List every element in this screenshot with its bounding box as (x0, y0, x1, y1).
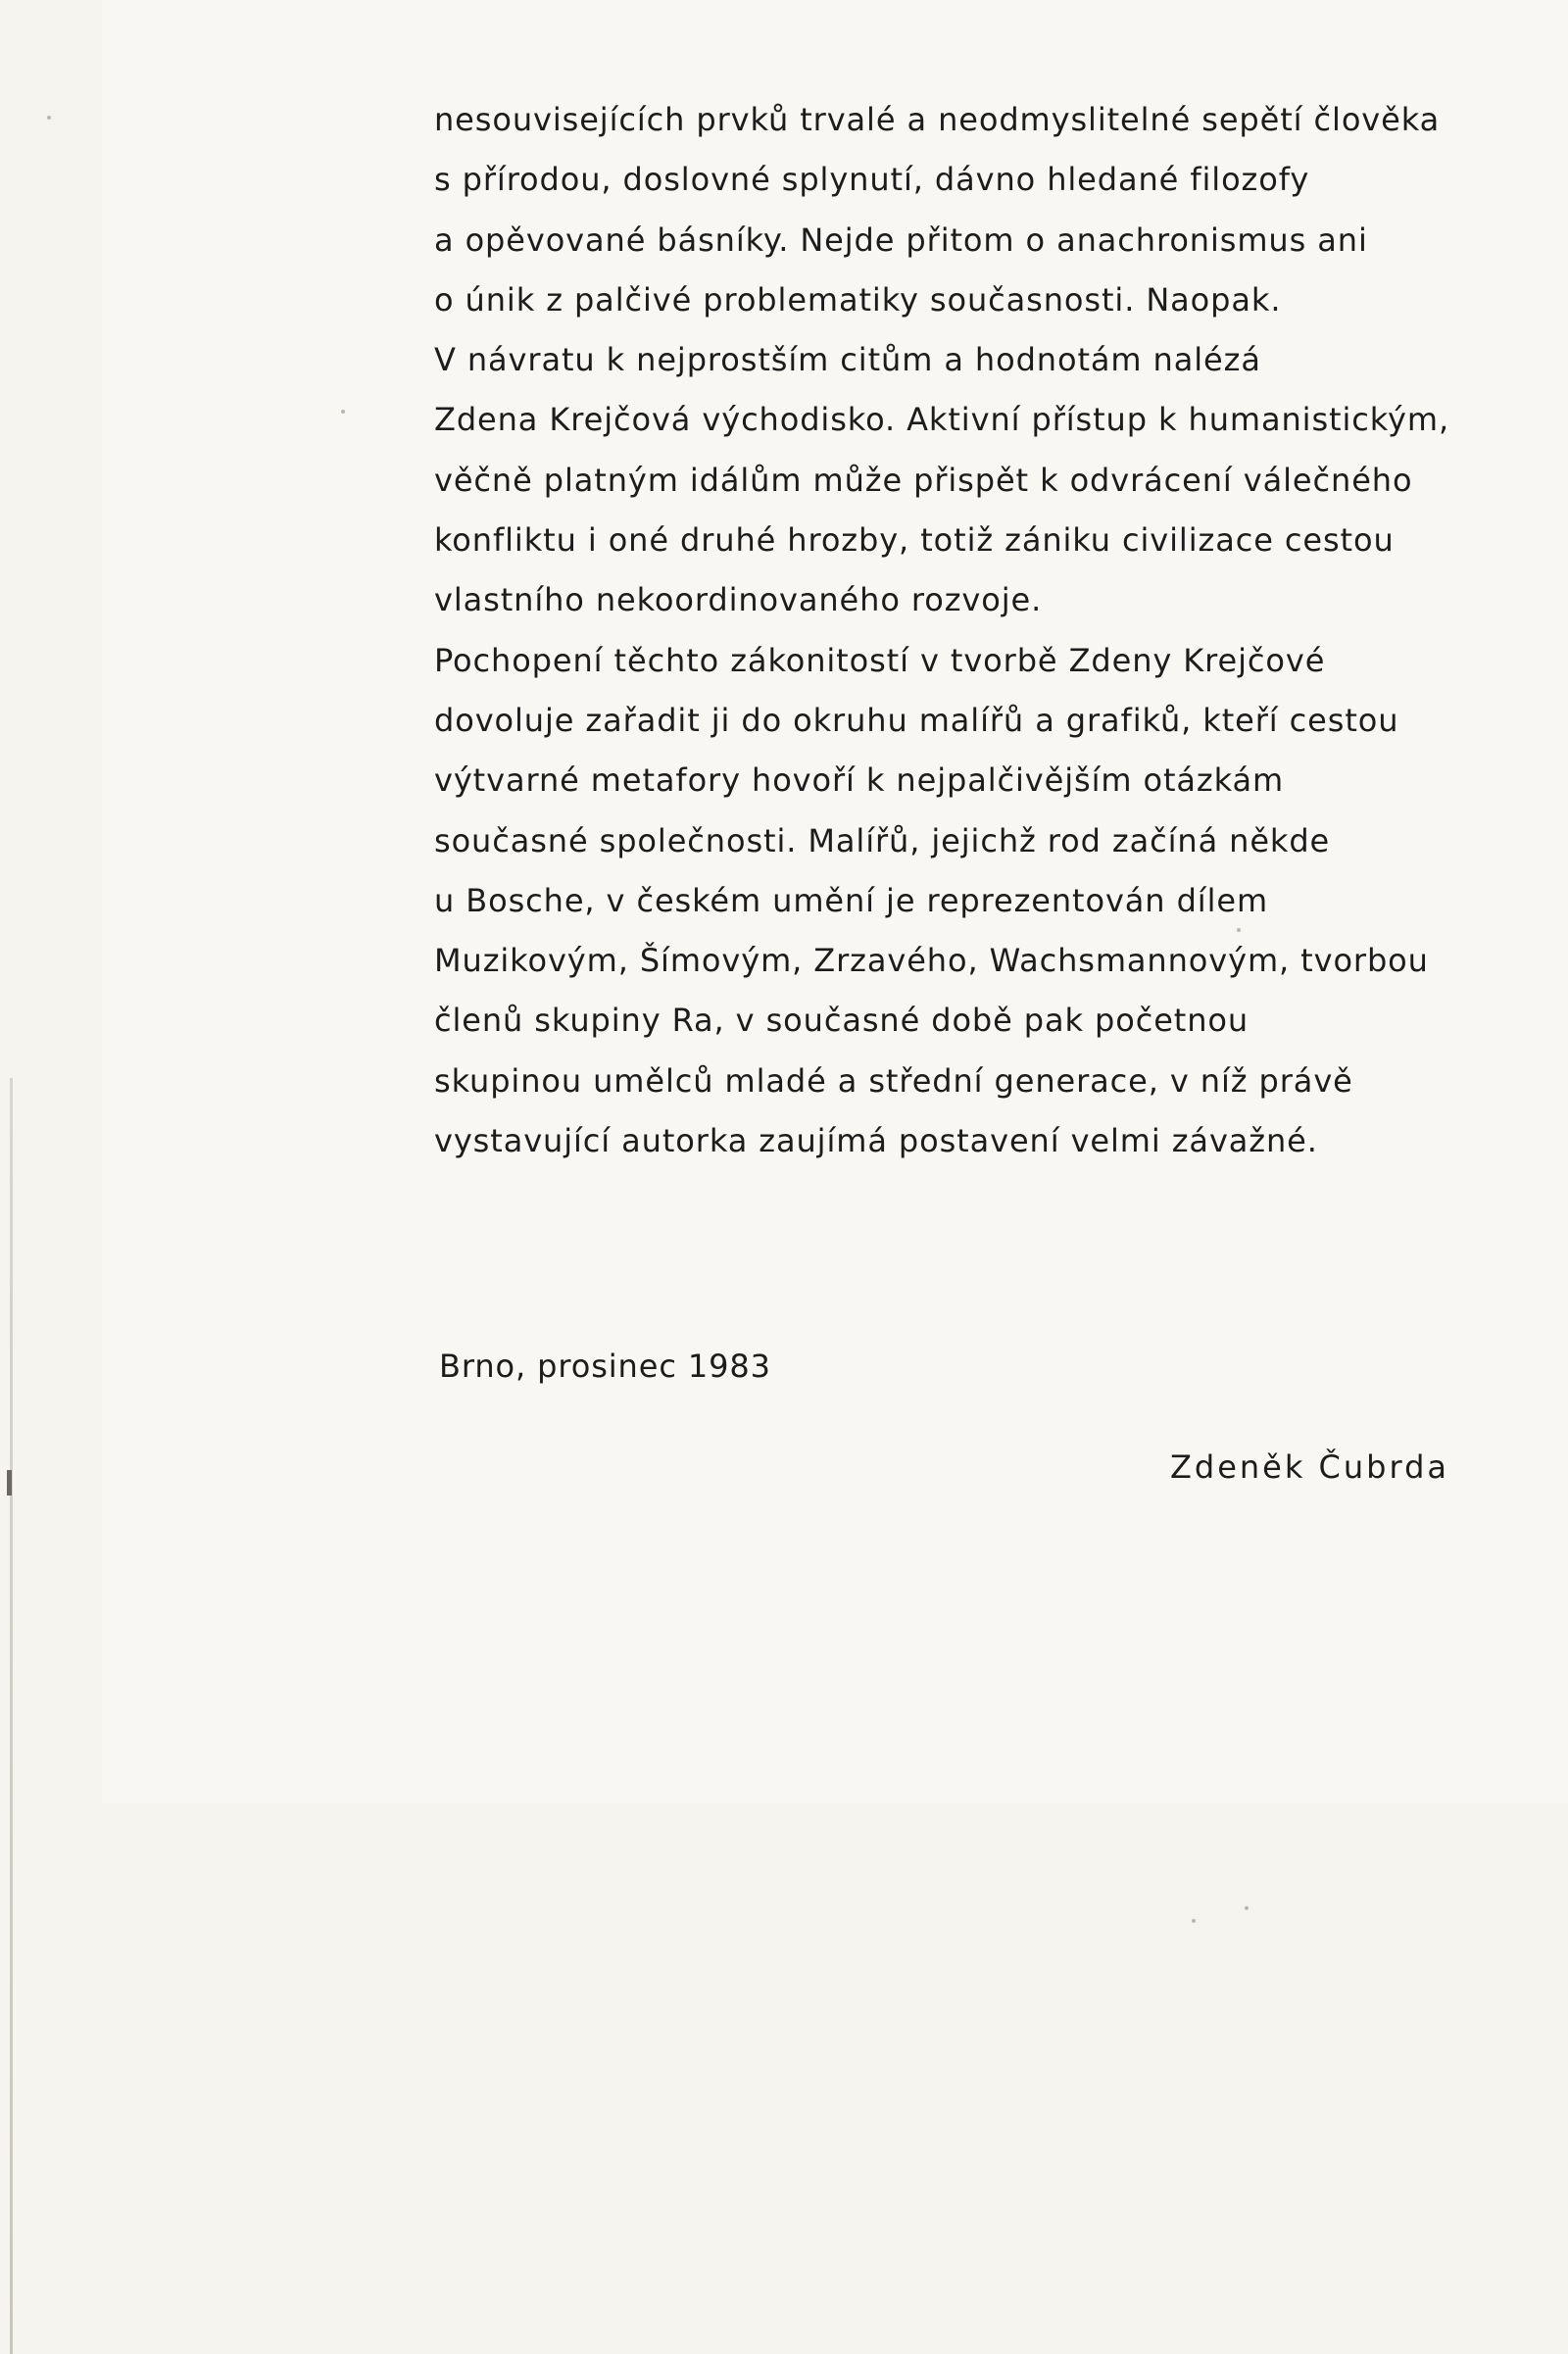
place-date: Brno, prosinec 1983 (439, 1348, 771, 1385)
body-line: V návratu k nejprostším citům a hodnotám nalézá (434, 341, 1261, 379)
body-line: dovoluje zařadit ji do okruhu malířů a grafiků, kteří cestou (434, 701, 1399, 739)
body-line: věčně platným idálům může přispět k odvrácení válečného (434, 461, 1413, 499)
paper-speck (1245, 1906, 1249, 1910)
body-line: vlastního nekoordinovaného rozvoje. (434, 581, 1043, 619)
body-line: skupinou umělců mladé a střední generace, v níž právě (434, 1061, 1353, 1100)
body-line: s přírodou, doslovné splynutí, dávno hledané filozofy (434, 161, 1310, 199)
body-paragraph (434, 90, 1463, 1171)
body-line: Zdena Krejčová východisko. Aktivní přístup k humanistickým, (434, 401, 1450, 439)
body-line: současné společnosti. Malířů, jejichž rod začíná někde (434, 821, 1331, 859)
paper-speck (1192, 1919, 1196, 1923)
paper-speck (47, 116, 51, 120)
paper-speck (341, 410, 345, 414)
body-line: konfliktu i oné druhé hrozby, totiž zániku civilizace cestou (434, 521, 1395, 560)
body-line: a opěvované básníky. Nejde přitom o anachronismus ani (434, 221, 1368, 259)
page-edge-line (10, 1078, 13, 2354)
page-edge-mark (7, 1470, 12, 1496)
body-line: nesouvisejících prvků trvalé a neodmyslitelné sepětí člověka (434, 101, 1441, 138)
body-line: výtvarné metafory hovoří k nejpalčivějším otázkám (434, 761, 1285, 800)
body-line: u Bosche, v českém umění je reprezentován dílem (434, 881, 1269, 919)
body-line: o únik z palčivé problematiky současnosti. Naopak. (434, 280, 1282, 319)
body-line: Muzikovým, Šímovým, Zrzavého, Wachsmannovým, tvorbou (434, 942, 1429, 980)
body-line: Pochopení těchto zákonitostí v tvorbě Zdeny Krejčové (434, 641, 1326, 679)
body-line: vystavující autorka zaujímá postavení velmi závažné. (434, 1122, 1318, 1160)
author-signature: Zdeněk Čubrda (1169, 1448, 1449, 1486)
body-line: členů skupiny Ra, v současné době pak početnou (434, 1002, 1250, 1040)
